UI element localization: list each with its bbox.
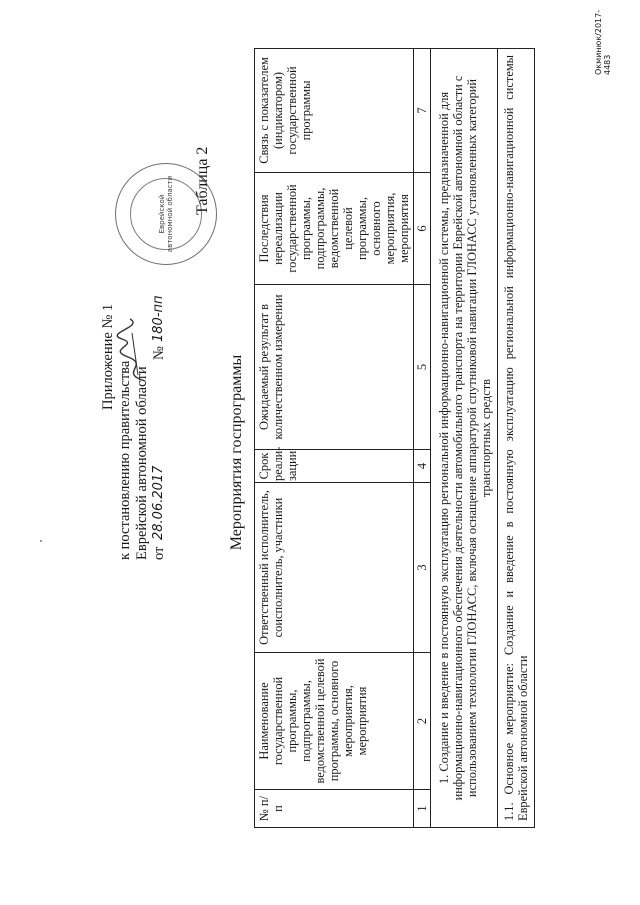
table-label: Таблица 2 xyxy=(194,146,211,215)
index-cell: 4 xyxy=(414,450,431,483)
events-table xyxy=(254,48,535,828)
header-line-3: Еврейской автономной области xyxy=(134,366,150,560)
event-row xyxy=(498,49,535,828)
column-index-row xyxy=(414,49,431,828)
date-prefix: от xyxy=(151,546,167,560)
section-row xyxy=(431,49,498,828)
signature-icon xyxy=(110,315,155,385)
index-cell: 3 xyxy=(414,483,431,653)
index-cell: 2 xyxy=(414,653,431,790)
header-indicator: Связь с показателем (индикатором) государственной программы xyxy=(255,49,414,173)
index-cell: 1 xyxy=(414,790,431,828)
header-term: Срок реали-зации xyxy=(255,450,414,483)
number-sign: № xyxy=(151,346,167,360)
file-footer: Окминюк/2017-4483 xyxy=(594,9,612,75)
index-cell: 5 xyxy=(414,285,431,450)
index-cell: 6 xyxy=(414,173,431,285)
header-line-2: к постановлению правительства xyxy=(117,360,133,560)
seal-text: Еврейской автономной области xyxy=(158,175,174,253)
section-title-cell: 1. Создание и введение в постоянную эксплуатацию региональной информационно-навигационной системы, предназначенной для информационно-навигационного обеспечения деятельности автомобильного транспорта на территории Еврейской автономной области с использованием технологии ГЛОНАСС, включая оснащение аппаратурой спутниковой навигации ГЛОНАСС установленных категорий транспортных средств xyxy=(431,49,498,828)
header-line-1: Приложение № 1 xyxy=(100,303,116,410)
event-cell: 1.1. Основное мероприятие: Создание и введение в постоянную эксплуатацию региональной информационно-навигационной системы Еврейской автономной области xyxy=(498,49,535,828)
scan-speck xyxy=(40,540,42,542)
header-executor: Ответственный исполнитель, соисполнитель, участники xyxy=(255,483,414,653)
header-name: Наименование государственной программы, подпрограммы, ведомственной целевой программы, основного мероприятия, мероприятия xyxy=(255,653,414,790)
header-num: № п/п xyxy=(255,790,414,828)
header-consequences: Последствия нереализации государственной программы, подпрограммы, ведомственной целевой программы, основного мероприятия, мероприятия xyxy=(255,173,414,285)
document-title: Мероприятия госпрограммы xyxy=(228,354,245,551)
table-header-row xyxy=(255,49,414,828)
document-date: 28.06.2017 xyxy=(151,465,166,540)
index-cell: 7 xyxy=(414,49,431,173)
document-number: 180-пп xyxy=(151,295,166,342)
header-result: Ожидаемый результат в количественном измерении xyxy=(255,285,414,450)
